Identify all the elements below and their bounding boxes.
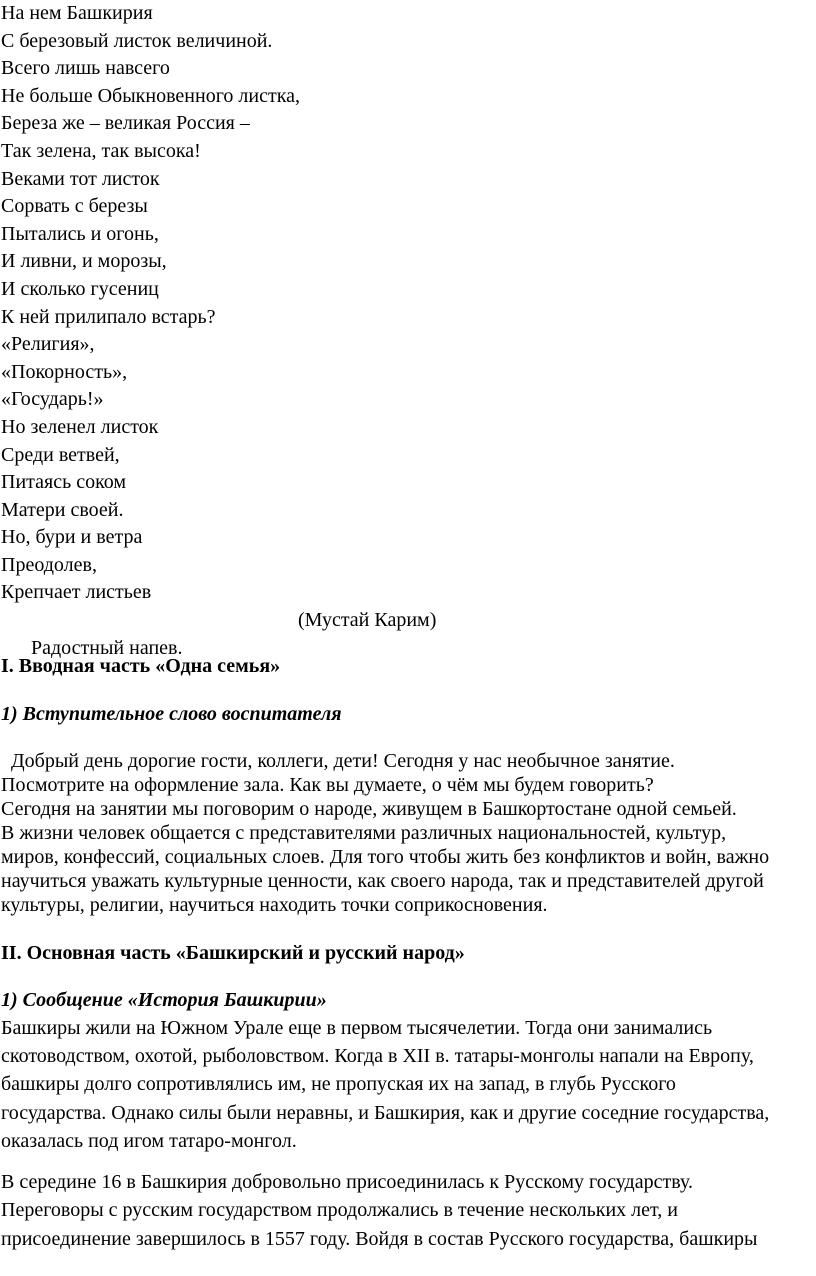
text-line: оказалась под игом татаро-монгол. <box>1 1130 297 1153</box>
text-line: научиться уважать культурные ценности, как своего народа, так и представителей другой <box>1 869 764 892</box>
text-line: В середине 16 в Башкирия добровольно присоединилась к Русскому государству. <box>1 1170 693 1193</box>
text-line: В жизни человек общается с представителями различных национальностей, культур, <box>1 821 727 844</box>
text-line: Башкиры жили на Южном Урале еще в первом тысячелетии. Тогда они занимались <box>1 1016 713 1039</box>
poem-author: (Мустай Карим) <box>298 609 437 632</box>
text-line: Посмотрите на оформление зала. Как вы думаете, о чём мы будем говорить? <box>1 773 654 796</box>
poem-line: Среди ветвей, <box>1 443 120 466</box>
poem-line: И ливни, и морозы, <box>1 250 167 273</box>
poem-line: К ней прилипало встарь? <box>1 305 216 328</box>
poem-line: Веками тот листок <box>1 167 160 190</box>
text-line: Переговоры с русским государством продолжались в течение нескольких лет, и <box>1 1199 678 1222</box>
poem-line: Но зеленел листок <box>1 415 159 438</box>
text-line: скотоводством, охотой, рыболовством. Когда в XII в. татары-монголы напали на Европу, <box>1 1045 754 1068</box>
text-line: Добрый день дорогие гости, коллеги, дети! Сегодня у нас необычное занятие. <box>1 749 675 772</box>
section-subheading: 1) Вступительное слово воспитателя <box>1 702 342 725</box>
intro-paragraph <box>1 749 806 917</box>
poem-line: «Религия», <box>1 333 95 356</box>
section-heading: II. Основная часть «Башкирский и русский народ» <box>1 941 465 964</box>
poem-line-text: Радостный напев. <box>31 636 183 659</box>
poem-line: Всего лишь навсего <box>1 57 170 80</box>
section-heading: I. Вводная часть «Одна семья» <box>1 654 281 677</box>
text-line: присоединение завершилось в 1557 году. Войдя в состав Русского государства, башкиры <box>1 1227 758 1250</box>
history-paragraph <box>1 1168 806 1253</box>
poem-line: «Покорность», <box>1 360 128 383</box>
poem-line: Крепчает листьев <box>1 581 152 604</box>
poem-line: «Государь!» <box>1 388 104 411</box>
history-paragraph <box>1 1014 806 1156</box>
poem-line: И сколько гусениц <box>1 277 159 300</box>
poem-line: Береза же – великая Россия – <box>1 112 250 135</box>
poem-line: Преодолев, <box>1 553 97 576</box>
section-subheading: 1) Сообщение «История Башкирии» <box>1 988 327 1011</box>
text-line: культуры, религии, научиться находить точки соприкосновения. <box>1 893 548 916</box>
poem <box>1 0 806 659</box>
text-line: миров, конфессий, социальных слоев. Для того чтобы жить без конфликтов и войн, важно <box>1 845 770 868</box>
poem-line: На нем Башкирия <box>1 2 153 24</box>
text-line: Сегодня на занятии мы поговорим о народе, живущем в Башкортостане одной семьей. <box>1 797 737 820</box>
text-line: башкиры долго сопротивлялись им, не пропуская их на запад, в глубь Русского <box>1 1073 676 1096</box>
poem-line: Не больше Обыкновенного листка, <box>1 84 300 107</box>
text-line: государства. Однако силы были неравны, и Башкирия, как и другие соседние государства, <box>1 1101 770 1124</box>
poem-line: Но, бури и ветра <box>1 526 143 549</box>
poem-line: С березовый листок величиной. <box>1 29 273 52</box>
poem-line: Сорвать с березы <box>1 195 148 218</box>
poem-line: Так зелена, так высока! <box>1 139 201 162</box>
poem-line: Пытались и огонь, <box>1 222 159 245</box>
poem-line: Питаясь соком <box>1 471 127 494</box>
poem-last-line <box>1 607 806 659</box>
poem-line: Матери своей. <box>1 498 124 521</box>
